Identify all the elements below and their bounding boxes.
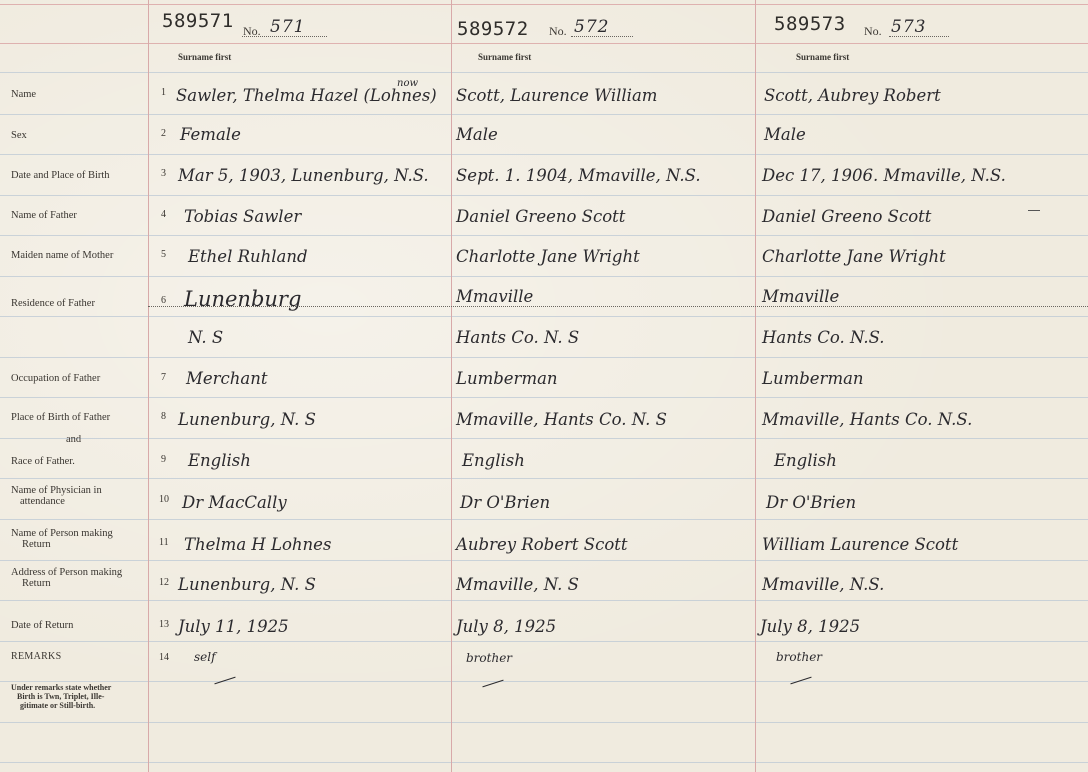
father-residence-cont: Hants Co. N. S bbox=[456, 328, 580, 347]
column-divider bbox=[451, 0, 452, 772]
label-physician-cont: attendance bbox=[20, 496, 65, 507]
father-birthplace: Mmaville, Hants Co. N. S bbox=[456, 410, 667, 429]
father-birthplace: Lunenburg, N. S bbox=[178, 410, 316, 429]
row-number: 7 bbox=[161, 372, 166, 383]
header-rule bbox=[0, 43, 1088, 44]
father-residence-cont: Hants Co. N.S. bbox=[762, 328, 885, 347]
surname-note: Surname first bbox=[796, 52, 850, 62]
no-label: No. bbox=[243, 24, 261, 38]
return-date: July 8, 1925 bbox=[456, 617, 557, 636]
father-name: Tobias Sawler bbox=[184, 207, 302, 226]
birth-date-place: Dec 17, 1906. Mmaville, N.S. bbox=[762, 166, 1006, 185]
label-father-race: Race of Father. bbox=[11, 456, 75, 467]
rule bbox=[0, 276, 1088, 277]
rule bbox=[0, 519, 1088, 520]
register-number: 589572 bbox=[457, 18, 529, 40]
label-informant: Name of Person making bbox=[11, 528, 113, 539]
row-number: 9 bbox=[161, 454, 166, 465]
row-number: 1 bbox=[161, 87, 166, 98]
label-informant-address-cont: Return bbox=[22, 578, 51, 589]
rule bbox=[0, 397, 1088, 398]
label-sex: Sex bbox=[11, 130, 27, 141]
father-residence: Mmaville bbox=[456, 287, 534, 306]
remarks-note: gitimate or Still-birth. bbox=[20, 701, 96, 710]
rule bbox=[0, 114, 1088, 115]
return-date: July 8, 1925 bbox=[760, 617, 861, 636]
label-date-place-birth: Date and Place of Birth bbox=[11, 170, 110, 181]
rule bbox=[0, 438, 1088, 439]
label-father-residence: Residence of Father bbox=[11, 298, 95, 309]
surname-note: Surname first bbox=[178, 52, 232, 62]
row-number: 11 bbox=[159, 537, 169, 548]
child-name: Scott, Laurence William bbox=[456, 86, 658, 105]
father-occupation: Merchant bbox=[186, 369, 268, 388]
label-father-birthplace: Place of Birth of Father bbox=[11, 412, 111, 423]
row-number: 6 bbox=[161, 295, 166, 306]
return-date: July 11, 1925 bbox=[178, 617, 289, 636]
row-number: 13 bbox=[159, 619, 169, 630]
physician: Dr O'Brien bbox=[766, 493, 857, 512]
label-father-occupation: Occupation of Father bbox=[11, 373, 101, 384]
margin-tick-icon bbox=[1028, 210, 1040, 211]
label-and: and bbox=[66, 434, 82, 445]
informant-name: Thelma H Lohnes bbox=[184, 535, 332, 554]
remarks: self bbox=[194, 650, 216, 664]
child-sex: Female bbox=[180, 125, 241, 144]
child-name: Sawler, Thelma Hazel (Lohnes) bbox=[176, 86, 437, 105]
label-return-date: Date of Return bbox=[11, 620, 74, 631]
name-note: now bbox=[397, 78, 419, 89]
handwritten-number: 572 bbox=[574, 17, 610, 37]
child-sex: Male bbox=[764, 125, 806, 144]
father-residence: Mmaville bbox=[762, 287, 840, 306]
father-residence-cont: N. S bbox=[188, 328, 224, 347]
informant-address: Lunenburg, N. S bbox=[178, 575, 316, 594]
label-mother-maiden: Maiden name of Mother bbox=[11, 250, 114, 261]
label-remarks: REMARKS bbox=[11, 651, 62, 662]
rule bbox=[0, 154, 1088, 155]
father-birthplace: Mmaville, Hants Co. N.S. bbox=[762, 410, 973, 429]
father-occupation: Lumberman bbox=[762, 369, 864, 388]
mother-maiden-name: Charlotte Jane Wright bbox=[762, 247, 946, 266]
column-divider bbox=[755, 0, 756, 772]
label-name: Name bbox=[11, 89, 37, 100]
label-physician: Name of Physician in bbox=[11, 485, 102, 496]
father-race: English bbox=[774, 451, 837, 470]
rule bbox=[0, 560, 1088, 561]
informant-address: Mmaville, N.S. bbox=[762, 575, 885, 594]
child-name: Scott, Aubrey Robert bbox=[764, 86, 941, 105]
row-number: 14 bbox=[159, 652, 169, 663]
row-number: 4 bbox=[161, 209, 166, 220]
father-race: English bbox=[462, 451, 525, 470]
mother-maiden-name: Ethel Ruhland bbox=[188, 247, 308, 266]
rule bbox=[0, 681, 1088, 682]
remarks-note: Birth is Twn, Triplet, Ille- bbox=[17, 692, 105, 701]
informant-name: William Laurence Scott bbox=[762, 535, 959, 554]
informant-address: Mmaville, N. S bbox=[456, 575, 579, 594]
rule bbox=[0, 478, 1088, 479]
physician: Dr MacCally bbox=[182, 493, 287, 512]
rule bbox=[0, 72, 1088, 73]
mother-maiden-name: Charlotte Jane Wright bbox=[456, 247, 640, 266]
row-number: 3 bbox=[161, 168, 166, 179]
child-sex: Male bbox=[456, 125, 498, 144]
rule bbox=[0, 235, 1088, 236]
birth-date-place: Mar 5, 1903, Lunenburg, N.S. bbox=[178, 166, 429, 185]
rule bbox=[0, 722, 1088, 723]
rule bbox=[0, 762, 1088, 763]
register-number: 589573 bbox=[774, 13, 846, 35]
informant-name: Aubrey Robert Scott bbox=[456, 535, 628, 554]
father-name: Daniel Greeno Scott bbox=[456, 207, 626, 226]
row-number: 5 bbox=[161, 249, 166, 260]
father-race: English bbox=[188, 451, 251, 470]
rule bbox=[0, 195, 1088, 196]
label-informant-address: Address of Person making bbox=[11, 567, 123, 578]
rule bbox=[0, 600, 1088, 601]
top-rule bbox=[0, 4, 1088, 5]
handwritten-number: 571 bbox=[270, 17, 306, 37]
label-father-name: Name of Father bbox=[11, 210, 77, 221]
row-number: 10 bbox=[159, 494, 169, 505]
column-divider bbox=[148, 0, 149, 772]
no-label: No. bbox=[864, 24, 882, 38]
birth-date-place: Sept. 1. 1904, Mmaville, N.S. bbox=[456, 166, 701, 185]
register-number: 589571 bbox=[162, 10, 234, 32]
label-informant-cont: Return bbox=[22, 539, 51, 550]
father-occupation: Lumberman bbox=[456, 369, 558, 388]
row-number: 8 bbox=[161, 411, 166, 422]
father-name: Daniel Greeno Scott bbox=[762, 207, 932, 226]
rule bbox=[0, 641, 1088, 642]
father-residence: Lunenburg bbox=[184, 287, 302, 311]
no-label: No. bbox=[549, 24, 567, 38]
row-number: 2 bbox=[161, 128, 166, 139]
physician: Dr O'Brien bbox=[460, 493, 551, 512]
row-number: 12 bbox=[159, 577, 169, 588]
surname-note: Surname first bbox=[478, 52, 532, 62]
remarks: brother bbox=[776, 650, 823, 664]
rule bbox=[0, 316, 1088, 317]
rule bbox=[0, 357, 1088, 358]
handwritten-number: 573 bbox=[891, 17, 927, 37]
remarks-note: Under remarks state whether bbox=[11, 683, 112, 692]
remarks: brother bbox=[466, 651, 513, 665]
